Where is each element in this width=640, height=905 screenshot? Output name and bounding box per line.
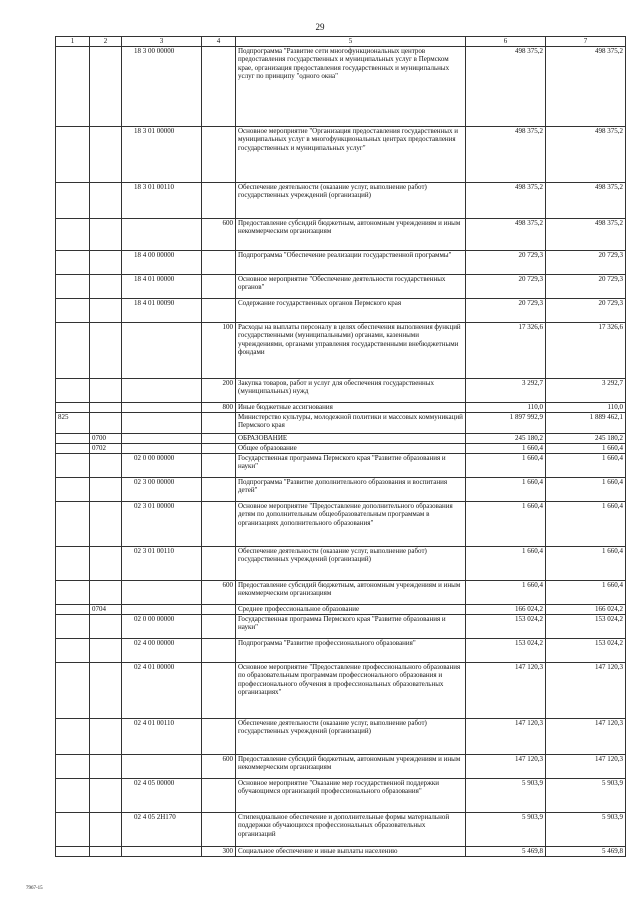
cell-amount-year-1: 153 024,2: [466, 615, 546, 639]
cell-expense-type-code: [202, 413, 236, 434]
cell-target-article-code: [122, 755, 202, 779]
table-row: [56, 434, 626, 444]
table-row: [56, 403, 626, 413]
cell-section-code: [56, 454, 90, 478]
cell-subsection-code: [90, 251, 122, 275]
table-row: [56, 219, 626, 251]
cell-description: Закупка товаров, работ и услуг для обеспечения государственных (муниципальных) нужд: [236, 379, 466, 403]
cell-expense-type-code: [202, 251, 236, 275]
header-col-4: 4: [202, 37, 236, 47]
cell-description: Обеспечение деятельности (оказание услуг, выполнение работ) государственных учреждений (организаций): [236, 547, 466, 581]
cell-expense-type-code: [202, 444, 236, 454]
header-col-1: 1: [56, 37, 90, 47]
table-row: [56, 275, 626, 299]
header-row: [56, 37, 626, 47]
cell-description: Среднее профессиональное образование: [236, 605, 466, 615]
cell-target-article-code: 02 4 00 00000: [122, 639, 202, 663]
table-row: [56, 639, 626, 663]
cell-amount-year-2: 110,0: [546, 403, 626, 413]
header-col-5: 5: [236, 37, 466, 47]
cell-target-article-code: [122, 581, 202, 605]
cell-amount-year-2: 166 024,2: [546, 605, 626, 615]
cell-expense-type-code: [202, 547, 236, 581]
cell-expense-type-code: [202, 719, 236, 755]
cell-amount-year-1: 1 897 992,9: [466, 413, 546, 434]
cell-subsection-code: [90, 639, 122, 663]
cell-target-article-code: 18 4 01 00000: [122, 275, 202, 299]
cell-expense-type-code: [202, 813, 236, 847]
cell-subsection-code: [90, 219, 122, 251]
table-row: [56, 379, 626, 403]
cell-description: Расходы на выплаты персоналу в целях обеспечения выполнения функций государственными (муниципальными) органами, казенными учреждениями, органами управления государственными внебюджетными фондами: [236, 323, 466, 379]
cell-amount-year-2: 147 120,3: [546, 719, 626, 755]
cell-description: Основное мероприятие "Предоставление профессионального образования по образовательным программам профессионального образования и профессионального обучения в профессиональных образовательных организациях": [236, 663, 466, 719]
cell-section-code: [56, 813, 90, 847]
cell-description: Основное мероприятие "Оказание мер государственной поддержки обучающимся организаций профессионального образования": [236, 779, 466, 813]
cell-description: Предоставление субсидий бюджетным, автономным учреждениям и иным некоммерческим организациям: [236, 219, 466, 251]
cell-target-article-code: 02 3 01 00000: [122, 502, 202, 547]
cell-amount-year-2: 20 729,3: [546, 275, 626, 299]
cell-expense-type-code: [202, 663, 236, 719]
cell-expense-type-code: 800: [202, 403, 236, 413]
cell-amount-year-2: 1 660,4: [546, 478, 626, 502]
table-row: [56, 502, 626, 547]
cell-description: Предоставление субсидий бюджетным, автономным учреждениям и иным некоммерческим организациям: [236, 581, 466, 605]
cell-amount-year-1: 17 326,6: [466, 323, 546, 379]
cell-amount-year-1: 153 024,2: [466, 639, 546, 663]
cell-target-article-code: 02 4 01 00110: [122, 719, 202, 755]
cell-target-article-code: 02 0 00 00000: [122, 454, 202, 478]
cell-target-article-code: [122, 219, 202, 251]
cell-subsection-code: [90, 615, 122, 639]
cell-expense-type-code: [202, 605, 236, 615]
cell-expense-type-code: [202, 478, 236, 502]
cell-amount-year-1: 5 903,9: [466, 779, 546, 813]
cell-subsection-code: [90, 323, 122, 379]
cell-description: Стипендиальное обеспечение и дополнительные формы материальной поддержки обучающихся профессиональных образовательных организаций: [236, 813, 466, 847]
cell-expense-type-code: 200: [202, 379, 236, 403]
cell-expense-type-code: [202, 454, 236, 478]
cell-amount-year-2: 498 375,2: [546, 47, 626, 127]
cell-subsection-code: [90, 779, 122, 813]
cell-section-code: [56, 444, 90, 454]
cell-section-code: [56, 299, 90, 323]
cell-amount-year-2: 153 024,2: [546, 639, 626, 663]
cell-amount-year-1: 20 729,3: [466, 275, 546, 299]
cell-subsection-code: [90, 454, 122, 478]
cell-section-code: [56, 605, 90, 615]
cell-subsection-code: [90, 299, 122, 323]
cell-amount-year-1: 498 375,2: [466, 183, 546, 219]
cell-amount-year-1: 1 660,4: [466, 581, 546, 605]
cell-section-code: [56, 663, 90, 719]
cell-description: Подпрограмма "Развитие дополнительного образования и воспитания детей": [236, 478, 466, 502]
cell-amount-year-1: 147 120,3: [466, 663, 546, 719]
cell-expense-type-code: [202, 183, 236, 219]
cell-amount-year-2: 5 903,9: [546, 779, 626, 813]
cell-target-article-code: 02 3 01 00110: [122, 547, 202, 581]
cell-section-code: [56, 615, 90, 639]
table-row: [56, 719, 626, 755]
cell-amount-year-1: 498 375,2: [466, 219, 546, 251]
table-body: [56, 47, 626, 857]
cell-section-code: [56, 719, 90, 755]
cell-description: ОБРАЗОВАНИЕ: [236, 434, 466, 444]
cell-expense-type-code: 600: [202, 755, 236, 779]
cell-amount-year-2: 1 660,4: [546, 454, 626, 478]
cell-subsection-code: [90, 403, 122, 413]
cell-target-article-code: [122, 413, 202, 434]
cell-amount-year-1: 147 120,3: [466, 719, 546, 755]
cell-description: Основное мероприятие "Обеспечение деятельности государственных органов": [236, 275, 466, 299]
cell-amount-year-1: 498 375,2: [466, 47, 546, 127]
cell-amount-year-2: 498 375,2: [546, 219, 626, 251]
table-row: [56, 127, 626, 183]
cell-amount-year-2: 20 729,3: [546, 299, 626, 323]
cell-expense-type-code: 300: [202, 847, 236, 857]
cell-section-code: [56, 779, 90, 813]
cell-target-article-code: [122, 847, 202, 857]
cell-amount-year-1: 1 660,4: [466, 454, 546, 478]
cell-description: Основное мероприятие "Предоставление дополнительного образования детям по дополнительным общеобразовательным программам в организациях дополнительного образования": [236, 502, 466, 547]
cell-section-code: 825: [56, 413, 90, 434]
cell-subsection-code: [90, 379, 122, 403]
cell-amount-year-1: 245 180,2: [466, 434, 546, 444]
cell-subsection-code: [90, 478, 122, 502]
cell-section-code: [56, 183, 90, 219]
table-row: [56, 299, 626, 323]
cell-expense-type-code: [202, 434, 236, 444]
cell-section-code: [56, 502, 90, 547]
cell-amount-year-2: 498 375,2: [546, 127, 626, 183]
cell-subsection-code: [90, 813, 122, 847]
cell-section-code: [56, 127, 90, 183]
footer-code: 7967-15: [26, 886, 43, 891]
cell-description: Подпрограмма "Развитие профессионального образования": [236, 639, 466, 663]
cell-description: Обеспечение деятельности (оказание услуг, выполнение работ) государственных учреждений (организаций): [236, 719, 466, 755]
cell-subsection-code: 0700: [90, 434, 122, 444]
cell-subsection-code: [90, 547, 122, 581]
cell-section-code: [56, 755, 90, 779]
cell-section-code: [56, 323, 90, 379]
cell-amount-year-2: 17 326,6: [546, 323, 626, 379]
table-row: [56, 547, 626, 581]
header-col-7: 7: [546, 37, 626, 47]
header-col-3: 3: [122, 37, 202, 47]
cell-target-article-code: 18 3 00 00000: [122, 47, 202, 127]
cell-description: Подпрограмма "Развитие сети многофункциональных центров предоставления государственных и муниципальных услуг в Пермском крае, организация предоставления государственных и муниципальных услуг по принципу "одного окна": [236, 47, 466, 127]
cell-amount-year-2: 153 024,2: [546, 615, 626, 639]
cell-amount-year-2: 147 120,3: [546, 663, 626, 719]
cell-description: Обеспечение деятельности (оказание услуг, выполнение работ) государственных учреждений (организаций): [236, 183, 466, 219]
cell-target-article-code: [122, 379, 202, 403]
table-row: [56, 323, 626, 379]
cell-description: Основное мероприятие "Организация предоставления государственных и муниципальных услуг в многофункциональных центрах предоставления государственных и муниципальных услуг": [236, 127, 466, 183]
cell-amount-year-2: 5 469,8: [546, 847, 626, 857]
cell-subsection-code: [90, 581, 122, 605]
cell-expense-type-code: [202, 779, 236, 813]
cell-amount-year-2: 5 903,9: [546, 813, 626, 847]
cell-amount-year-1: 110,0: [466, 403, 546, 413]
cell-amount-year-2: 498 375,2: [546, 183, 626, 219]
table-row: [56, 755, 626, 779]
cell-subsection-code: [90, 413, 122, 434]
cell-amount-year-2: 3 292,7: [546, 379, 626, 403]
page-number: 29: [315, 22, 325, 32]
cell-subsection-code: [90, 127, 122, 183]
cell-amount-year-1: 20 729,3: [466, 299, 546, 323]
cell-amount-year-1: 5 469,8: [466, 847, 546, 857]
header-col-6: 6: [466, 37, 546, 47]
cell-subsection-code: [90, 847, 122, 857]
cell-target-article-code: 02 4 01 00000: [122, 663, 202, 719]
table-row: [56, 47, 626, 127]
cell-target-article-code: 02 3 00 00000: [122, 478, 202, 502]
cell-amount-year-1: 498 375,2: [466, 127, 546, 183]
cell-target-article-code: [122, 434, 202, 444]
cell-subsection-code: [90, 275, 122, 299]
cell-target-article-code: [122, 444, 202, 454]
header-col-2: 2: [90, 37, 122, 47]
cell-description: Иные бюджетные ассигнования: [236, 403, 466, 413]
cell-description: Общее образование: [236, 444, 466, 454]
cell-section-code: [56, 478, 90, 502]
cell-amount-year-2: 147 120,3: [546, 755, 626, 779]
cell-amount-year-1: 1 660,4: [466, 444, 546, 454]
cell-section-code: [56, 547, 90, 581]
cell-subsection-code: [90, 502, 122, 547]
cell-section-code: [56, 251, 90, 275]
cell-target-article-code: 02 4 05 2Н170: [122, 813, 202, 847]
cell-target-article-code: 02 0 00 00000: [122, 615, 202, 639]
cell-section-code: [56, 581, 90, 605]
table-row: [56, 454, 626, 478]
table-row: [56, 478, 626, 502]
table-row: [56, 663, 626, 719]
cell-amount-year-1: 20 729,3: [466, 251, 546, 275]
cell-target-article-code: [122, 323, 202, 379]
cell-target-article-code: [122, 403, 202, 413]
cell-amount-year-1: 1 660,4: [466, 478, 546, 502]
table-row: [56, 444, 626, 454]
table-row: [56, 251, 626, 275]
cell-amount-year-1: 147 120,3: [466, 755, 546, 779]
cell-amount-year-2: 1 660,4: [546, 502, 626, 547]
cell-subsection-code: [90, 47, 122, 127]
cell-target-article-code: 18 3 01 00000: [122, 127, 202, 183]
cell-section-code: [56, 275, 90, 299]
cell-amount-year-2: 1 660,4: [546, 547, 626, 581]
cell-subsection-code: [90, 755, 122, 779]
cell-description: Предоставление субсидий бюджетным, автономным учреждениям и иным некоммерческим организациям: [236, 755, 466, 779]
table-row: [56, 413, 626, 434]
cell-section-code: [56, 847, 90, 857]
cell-target-article-code: 18 3 01 00110: [122, 183, 202, 219]
cell-expense-type-code: [202, 299, 236, 323]
cell-expense-type-code: [202, 127, 236, 183]
cell-amount-year-2: 245 180,2: [546, 434, 626, 444]
cell-section-code: [56, 379, 90, 403]
table-row: [56, 813, 626, 847]
cell-description: Государственная программа Пермского края "Развитие образования и науки": [236, 454, 466, 478]
cell-amount-year-2: 1 660,4: [546, 444, 626, 454]
cell-section-code: [56, 47, 90, 127]
cell-amount-year-2: 1 889 462,1: [546, 413, 626, 434]
cell-subsection-code: [90, 663, 122, 719]
cell-amount-year-1: 3 292,7: [466, 379, 546, 403]
cell-section-code: [56, 639, 90, 663]
cell-expense-type-code: 100: [202, 323, 236, 379]
cell-subsection-code: 0704: [90, 605, 122, 615]
table-row: [56, 183, 626, 219]
cell-expense-type-code: [202, 275, 236, 299]
cell-amount-year-1: 1 660,4: [466, 502, 546, 547]
cell-target-article-code: 02 4 05 00000: [122, 779, 202, 813]
cell-subsection-code: 0702: [90, 444, 122, 454]
table-row: [56, 615, 626, 639]
cell-amount-year-2: 1 660,4: [546, 581, 626, 605]
cell-section-code: [56, 219, 90, 251]
cell-description: Государственная программа Пермского края "Развитие образования и науки": [236, 615, 466, 639]
cell-target-article-code: 18 4 00 00000: [122, 251, 202, 275]
cell-section-code: [56, 434, 90, 444]
cell-section-code: [56, 403, 90, 413]
cell-expense-type-code: 600: [202, 581, 236, 605]
table-row: [56, 847, 626, 857]
cell-expense-type-code: [202, 615, 236, 639]
cell-description: Социальное обеспечение и иные выплаты населению: [236, 847, 466, 857]
cell-target-article-code: 18 4 01 00090: [122, 299, 202, 323]
cell-subsection-code: [90, 183, 122, 219]
cell-expense-type-code: [202, 47, 236, 127]
cell-amount-year-1: 166 024,2: [466, 605, 546, 615]
cell-description: Содержание государственных органов Пермского края: [236, 299, 466, 323]
cell-subsection-code: [90, 719, 122, 755]
cell-description: Подпрограмма "Обеспечение реализации государственной программы": [236, 251, 466, 275]
cell-amount-year-2: 20 729,3: [546, 251, 626, 275]
cell-description: Министерство культуры, молодежной политики и массовых коммуникаций Пермского края: [236, 413, 466, 434]
cell-expense-type-code: [202, 502, 236, 547]
table-row: [56, 779, 626, 813]
cell-expense-type-code: 600: [202, 219, 236, 251]
table-row: [56, 605, 626, 615]
cell-expense-type-code: [202, 639, 236, 663]
cell-amount-year-1: 5 903,9: [466, 813, 546, 847]
cell-amount-year-1: 1 660,4: [466, 547, 546, 581]
cell-target-article-code: [122, 605, 202, 615]
budget-table: [55, 36, 626, 857]
table-row: [56, 581, 626, 605]
